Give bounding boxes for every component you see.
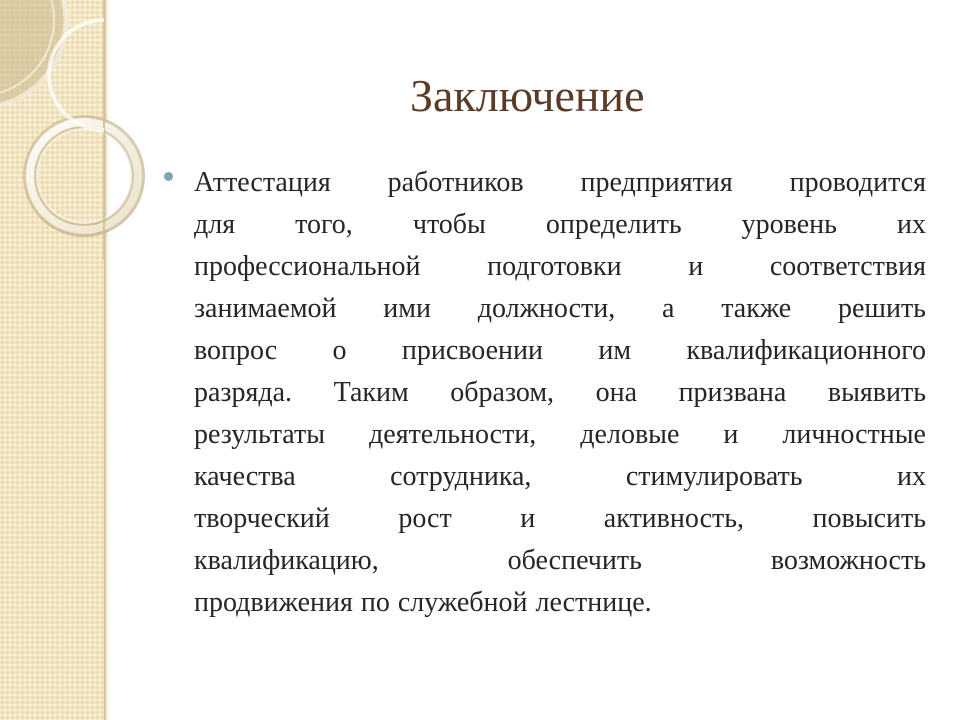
paragraph-word: по <box>360 587 390 618</box>
paragraph-word: результаты <box>194 419 326 450</box>
paragraph-word: предприятия <box>580 167 733 198</box>
paragraph-word: рост <box>398 503 452 534</box>
paragraph-word: чтобы <box>412 209 486 240</box>
paragraph-word: образом, <box>450 377 555 408</box>
paragraph-word: продвижения <box>194 587 353 618</box>
paragraph-word: творческий <box>194 503 330 534</box>
paragraph-word: и <box>688 251 704 282</box>
paragraph-word: квалификационного <box>686 335 926 366</box>
paragraph-word: Таким <box>333 377 409 408</box>
paragraph-word: профессиональной <box>194 251 421 282</box>
paragraph-word: соответствия <box>769 251 926 282</box>
paragraph-word: деловые <box>580 419 680 450</box>
paragraph-word: и <box>723 419 739 450</box>
paragraph-line <box>194 498 926 540</box>
paragraph-word: и <box>520 503 536 534</box>
paragraph-word: также <box>721 293 792 324</box>
paragraph-word: Аттестация <box>194 167 331 198</box>
paragraph-word: решить <box>837 293 926 324</box>
paragraph-word: призвана <box>678 377 787 408</box>
bullet-paragraph <box>194 162 926 624</box>
paragraph-word: квалификацию, <box>194 545 379 576</box>
paragraph-word: их <box>896 209 926 240</box>
paragraph-word: вопрос <box>194 335 278 366</box>
paragraph-word: занимаемой <box>194 293 337 324</box>
paragraph-word: а <box>662 293 675 324</box>
paragraph-word: о <box>332 335 347 366</box>
paragraph-word: активность, <box>603 503 744 534</box>
paragraph-word: лестнице. <box>535 587 652 618</box>
paragraph-word: повысить <box>812 503 926 534</box>
paragraph-line <box>194 414 926 456</box>
paragraph-word: сотрудника, <box>390 461 532 492</box>
paragraph-word: присвоении <box>401 335 544 366</box>
paragraph-word: разряда. <box>194 377 293 408</box>
paragraph-word: подготовки <box>487 251 622 282</box>
paragraph-line <box>194 162 926 204</box>
paragraph-word: деятельности, <box>369 419 537 450</box>
round-bullet-icon <box>164 172 173 181</box>
side-strip-shadow <box>106 0 110 720</box>
paragraph-word: им <box>598 335 632 366</box>
paragraph-word: стимулировать <box>625 461 803 492</box>
paragraph-word: для <box>194 209 236 240</box>
slide-title: Заключение <box>410 70 645 121</box>
paragraph-line <box>194 246 926 288</box>
paragraph-word: выявить <box>827 377 926 408</box>
paragraph-line <box>194 372 926 414</box>
paragraph-word: служебной <box>397 587 528 618</box>
paragraph-word: работников <box>387 167 524 198</box>
paragraph-word: личностные <box>782 419 926 450</box>
paragraph-word: ими <box>383 293 431 324</box>
paragraph-line <box>194 456 926 498</box>
paragraph-word: обеспечить <box>507 545 642 576</box>
paragraph-word: возможность <box>770 545 926 576</box>
paragraph-line <box>194 540 926 582</box>
paragraph-line <box>194 288 926 330</box>
paragraph-word: их <box>896 461 926 492</box>
paragraph-word: уровень <box>741 209 837 240</box>
paragraph-line <box>194 330 926 372</box>
paragraph-line <box>194 582 926 624</box>
paragraph-word: того, <box>295 209 353 240</box>
paragraph-line <box>194 204 926 246</box>
paragraph-word: проводится <box>789 167 926 198</box>
paragraph-word: определить <box>545 209 682 240</box>
paragraph-word: качества <box>194 461 296 492</box>
decorative-side-strip <box>0 0 104 720</box>
paragraph-word: она <box>595 377 638 408</box>
paragraph-word: должности, <box>477 293 616 324</box>
